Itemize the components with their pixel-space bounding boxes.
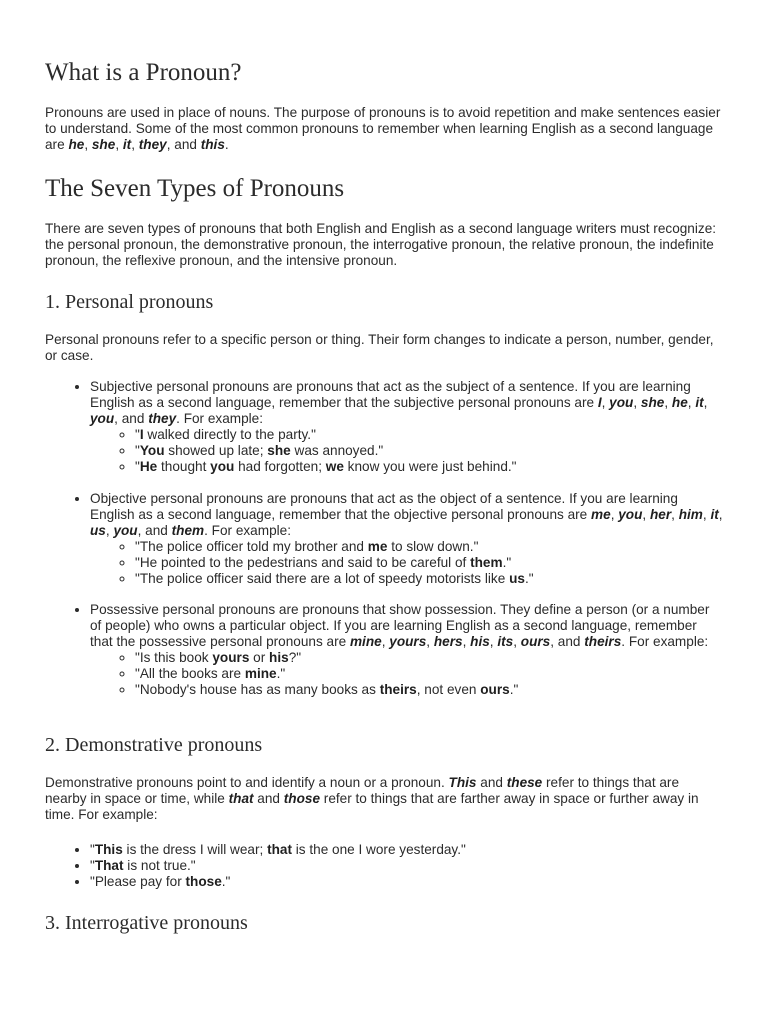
list-item: • Subjective personal pronouns are pronouns that act as the subject of a sentence. If you are learning English as a second language, remember that the subjective personal pronouns are I, you, she, he, it, you, and they. For example: ◦ "I walked directly to the party." ◦ "You showed up late; she was annoyed." ◦ "He thought you had forgotten; we know you were just behind." [90,379,723,475]
list-item: ◦ "Is this book yours or his?" [135,650,723,666]
list-item: • Objective personal pronouns are pronouns that act as the object of a sentence. If you are learning English as a second language, remember that the objective personal pronouns are me, you, her, him, it, us, you, and them. For example: ◦ "The police officer told my brother and me to slow down." ◦ "He pointed to the pedestrians and said to be careful of them." ◦ "The police officer said there are a lot of speedy motorists like us." [90,491,723,587]
list-item: ◦ "The police officer told my brother and me to slow down." [135,539,723,555]
seven-types-paragraph: There are seven types of pronouns that both English and English as a second language writers must recognize: the personal pronoun, the demonstrative pronoun, the interrogative pronoun, the relative pronoun, the indefinite pronoun, the reflexive pronoun, and the intensive pronoun. [45,221,717,268]
list-item: ◦ "I walked directly to the party." [135,427,723,443]
intro-paragraph: Pronouns are used in place of nouns. The purpose of pronouns is to avoid repetition and make sentences easier to understand. Some of the most common pronouns to remember when learning English as a second language are he, she, it, they, and this. [45,105,721,152]
list-item: • Possessive personal pronouns are pronouns that show possession. They define a person (or a number of people) who owns a particular object. If you are learning English as a second language, remember that the possessive personal pronouns are mine, yours, hers, his, its, ours, and theirs. For example: ◦ "Is this book yours or his?" ◦ "All the books are mine." ◦ "Nobody's house has as many books as theirs, not even ours." [90,602,723,698]
list-item: ◦ "All the books are mine." [135,666,723,682]
demonstrative-paragraph: Demonstrative pronouns point to and identify a noun or a pronoun. This and these refer to things that are nearby in space or time, while that and those refer to things that are farther away in space or further away in time. For example: [45,775,699,822]
list-item: ◦ "Nobody's house has as many books as theirs, not even ours." [135,682,723,698]
objective-list [45,491,723,587]
personal-paragraph: Personal pronouns refer to a specific person or thing. Their form changes to indicate a person, number, gender, or case. [45,332,714,363]
heading-personal-pronouns: 1. Personal pronouns [45,291,214,313]
list-item: ◦ "You showed up late; she was annoyed." [135,443,723,459]
list-item: • "Please pay for those." [90,874,723,890]
heading-demonstrative-pronouns: 2. Demonstrative pronouns [45,734,263,756]
possessive-list [45,602,723,698]
heading-interrogative-pronouns: 3. Interrogative pronouns [45,912,248,934]
subjective-list [45,379,723,475]
possessive-examples [90,650,723,698]
list-item: • "This is the dress I will wear; that is the one I wore yesterday." [90,842,723,858]
list-item: ◦ "He thought you had forgotten; we know you were just behind." [135,459,723,475]
subjective-examples [90,427,723,475]
list-item: • "That is not true." [90,858,723,874]
heading-seven-types: The Seven Types of Pronouns [45,175,345,202]
list-item: ◦ "The police officer said there are a lot of speedy motorists like us." [135,571,723,587]
heading-what-is-pronoun: What is a Pronoun? [45,59,242,86]
list-item: ◦ "He pointed to the pedestrians and said to be careful of them." [135,555,723,571]
objective-examples [90,539,723,587]
demonstrative-examples [45,842,723,890]
